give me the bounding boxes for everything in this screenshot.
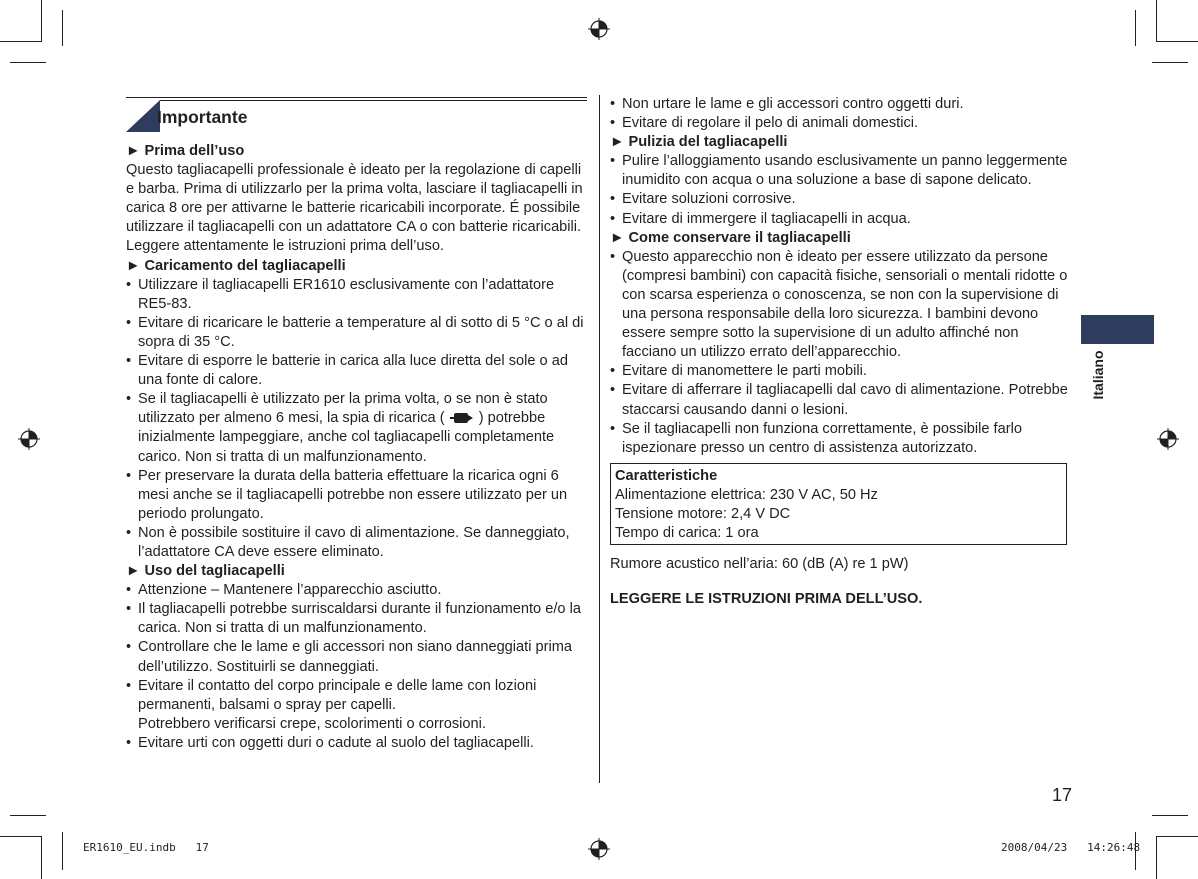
crop-mark <box>1152 815 1188 816</box>
read-instructions-notice: LEGGERE LE ISTRUZIONI PRIMA DELL’USO. <box>610 591 923 608</box>
spec-line: Tempo di carica: 1 ora <box>615 525 759 542</box>
section-heading: ► Pulizia del tagliacapelli <box>610 134 788 151</box>
triangle-bullet-icon: ► <box>126 257 141 274</box>
crop-mark <box>1156 836 1157 879</box>
charge-indicator-icon <box>450 412 474 424</box>
list-item: • Se il tagliacapelli non funziona correttamente, è possibile farlo ispezionare presso un centro di assistenza autorizzato. <box>610 420 1072 458</box>
header-rule <box>126 100 587 101</box>
triangle-bullet-icon: ► <box>126 143 141 159</box>
crop-mark <box>10 815 46 816</box>
triangle-bullet-icon: ► <box>610 134 625 151</box>
list-item: • Il tagliacapelli potrebbe surriscaldarsi durante il funzionamento e/o la carica. Non si tratta di un malfunzionamento. <box>126 600 588 638</box>
list-item: • Attenzione – Mantenere l’apparecchio asciutto. <box>126 581 588 600</box>
crop-mark <box>1156 836 1198 837</box>
specifications-title: Caratteristiche <box>615 467 718 484</box>
list-item: • Non urtare le lame e gli accessori contro oggetti duri. <box>610 95 1072 114</box>
top-list <box>610 95 1072 133</box>
crop-mark <box>1152 62 1188 63</box>
crop-mark <box>0 836 42 837</box>
list-item: • Questo apparecchio non è ideato per essere utilizzato da persone (compresi bambini) con capacità fisiche, sensoriali o mentali ridotte o con scarsa esperienza o conoscenza, se non con la supervisione di una persona responsabile della loro sicurezza. I bambini devono essere sempre sotto la supervisione di un adulto affinché non facciano un utilizzo errato dell’apparecchio. <box>610 248 1072 363</box>
list-item: • Se il tagliacapelli è utilizzato per la prima volta, o se non è stato utilizzato per almeno 6 mesi, la spia di ricarica ( ) potrebbe inizialmente lampeggiare, anche col tagliacapelli completamente carico. Non si tratta di un malfunzionamento. <box>126 390 588 466</box>
list-item: • Evitare di regolare il pelo di animali domestici. <box>610 114 1072 133</box>
list-item: • Controllare che le lame e gli accessori non siano danneggiati prima dell’utilizzo. Sostituirli se danneggiati. <box>126 638 588 676</box>
crop-mark <box>1156 41 1198 42</box>
specifications-box <box>610 463 1067 545</box>
crop-mark <box>62 10 63 46</box>
section-heading: ► Come conservare il tagliacapelli <box>610 229 851 246</box>
section-heading: ► Uso del tagliacapelli <box>126 563 285 580</box>
list-item: • Evitare di immergere il tagliacapelli in acqua. <box>610 210 1072 229</box>
crop-mark <box>0 41 42 42</box>
column-divider <box>599 95 600 783</box>
right-column <box>610 95 1072 609</box>
crop-mark <box>10 62 46 63</box>
intro-paragraph: Questo tagliacapelli professionale è ideato per la regolazione di capelli e barba. Prima di utilizzarlo per la prima volta, lasciare il tagliacapelli in carica 8 ore per attivarne le batterie ricaricabili incorporate. É possibile utilizzare il tagliacapelli con un adattatore CA o con batterie ricaricabili. Leggere attentamente le istruzioni prima dell’uso. <box>126 162 583 255</box>
triangle-bullet-icon: ► <box>610 229 625 246</box>
cleaning-list <box>610 152 1072 228</box>
list-item: • Evitare il contatto del corpo principale e delle lame con lozioni permanenti, balsami o spray per capelli. Potrebbero verificarsi crepe, scolorimenti o corrosioni. <box>126 677 588 734</box>
language-tab <box>1081 315 1154 344</box>
footer-file: ER1610_EU.indb 17 <box>83 841 209 854</box>
spec-line: Alimentazione elettrica: 230 V AC, 50 Hz <box>615 486 878 503</box>
header-rule <box>126 97 587 98</box>
list-item: • Evitare urti con oggetti duri o cadute al suolo del tagliacapelli. <box>126 734 588 753</box>
charging-list <box>126 276 588 562</box>
crop-mark <box>62 832 63 870</box>
noise-level: Rumore acustico nell’aria: 60 (dB (A) re 1 pW) <box>610 556 909 573</box>
crop-mark <box>1135 10 1136 46</box>
list-item: • Evitare di afferrare il tagliacapelli dal cavo di alimentazione. Potrebbe staccarsi causando danni o lesioni. <box>610 381 1072 419</box>
registration-mark-icon <box>18 428 40 450</box>
list-item: • Utilizzare il tagliacapelli ER1610 esclusivamente con l’adattatore RE5-83. <box>126 276 588 314</box>
crop-mark <box>41 836 42 879</box>
left-column <box>126 140 588 753</box>
important-title: Importante <box>157 107 248 127</box>
storage-list <box>610 248 1072 458</box>
list-item: • Evitare soluzioni corrosive. <box>610 190 1072 209</box>
list-item: • Evitare di manomettere le parti mobili. <box>610 362 1072 381</box>
crop-mark <box>41 0 42 42</box>
footer-timestamp: 2008/04/23 14:26:48 <box>1001 841 1141 854</box>
list-item: • Non è possibile sostituire il cavo di alimentazione. Se danneggiato, l’adattatore CA deve essere eliminato. <box>126 524 588 562</box>
list-item: • Per preservare la durata della batteria effettuare la ricarica ogni 6 mesi anche se il tagliacapelli potrebbe non essere utilizzato per un periodo prolungato. <box>126 467 588 524</box>
registration-mark-icon <box>1157 428 1179 450</box>
list-item: • Pulire l’alloggiamento usando esclusivamente un panno leggermente inumidito con acqua o una soluzione a base di sapone delicato. <box>610 152 1072 190</box>
corner-triangle-icon <box>126 100 160 132</box>
important-header <box>126 97 587 133</box>
section-heading: ► Prima dell’uso <box>126 143 245 159</box>
page-number: 17 <box>1051 785 1072 805</box>
registration-mark-icon <box>588 838 610 860</box>
language-tab-label: Italiano <box>1090 350 1106 400</box>
list-item: • Evitare di esporre le batterie in carica alla luce diretta del sole o ad una fonte di calore. <box>126 352 588 390</box>
spec-line: Tensione motore: 2,4 V DC <box>615 505 791 522</box>
usage-list <box>126 581 588 753</box>
registration-mark-icon <box>588 18 610 40</box>
section-heading: ► Caricamento del tagliacapelli <box>126 257 346 274</box>
triangle-bullet-icon: ► <box>126 563 141 580</box>
crop-mark <box>1156 0 1157 42</box>
list-item: • Evitare di ricaricare le batterie a temperature al di sotto di 5 °C o al di sopra di 35 °C. <box>126 314 588 352</box>
